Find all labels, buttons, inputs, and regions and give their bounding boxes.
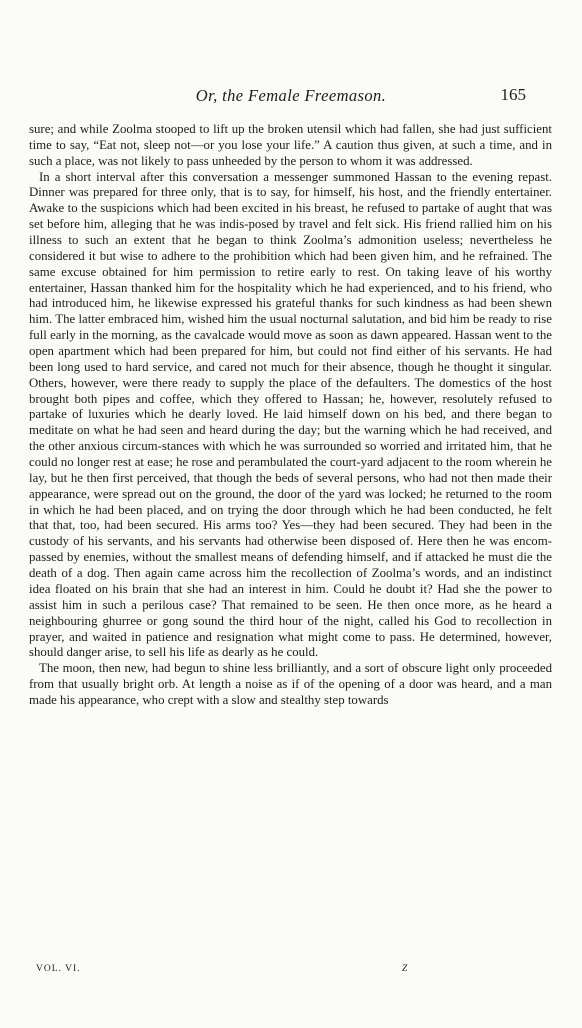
body-text (29, 122, 552, 709)
page-number: 165 (500, 85, 526, 104)
paragraph: sure; and while Zoolma stooped to lift up the broken utensil which had fallen, she had just sufficient time to say, “Eat not, sleep not—or you lose your life.” A caution thus given, at such a time, and in such a place, was not likely to pass unheeded by the person to whom it was addressed. (29, 122, 552, 168)
running-title: Or, the Female Freemason. (195, 86, 387, 105)
paragraph: In a short interval after this conversation a messenger summoned Hassan to the evening repast. Dinner was prepared for three only, that is to say, for himself, his host, and the friendly entertainer. Awake to the suspicions which had been excited in his breast, he refused to partake of aught that was set before him, alleging that he was indis-posed by travel and felt sick. His friend rallied him on his illness to such an extent that he began to think Zoolma’s admonition useless; nevertheless he considered it but wise to adhere to the prohibition which had been given him, and he refrained. The same excuse obtained for him permission to retire early to rest. On taking leave of his worthy entertainer, Hassan thanked him for the hospitality which he had experienced, and to his friend, who had introduced him, he likewise expressed his grateful thanks for such kindness as had been shewn him. The latter embraced him, wished him the usual nocturnal salutation, and bid him be ready to rise full early in the morning, as the cavalcade would move as soon as dawn appeared. Hassan went to the open apartment which had been prepared for him, but could not find either of his servants. He had been long used to hard service, and cared not much for their absence, though he thought it singular. Others, however, were there ready to supply the place of the defaulters. The domestics of the host brought both pipes and coffee, which they offered to Hassan; he, however, resolutely refused to partake of luxuries which he dearly loved. He laid himself down on his bed, and there began to meditate on what he had seen and heard during the day; but the warning which he had received, and the other anxious circum-stances with which he was surrounded so worried and irritated him, that he could no longer rest at ease; he rose and perambulated the court-yard adjacent to the room wherein he lay, but he then first perceived, that though the beds of several persons, who had not then made their appearance, were spread out on the ground, the door of the yard was locked; he returned to the room in which he had been placed, and on trying the door through which he had been conducted, he felt that that, too, had been secured. His arms too? Yes—they had been secured. They had been in the custody of his servants, and his servants had otherwise been disposed of. Here then he was encom-passed by enemies, without the smallest means of defending himself, and if attacked he must die the death of a dog. Then again came across him the recollection of Zoolma’s words, and an indistinct idea floated on his brain that she had an interest in him. Could he doubt it? Had she the power to assist him in such a perilous case? That remained to be seen. He then once more, as he heard a neighbouring ghurree or gong sound the third hour of the night, called his God to recollection in prayer, and waited in patience and resignation what might come to pass. He determined, however, should danger arise, to sell his life as dearly as he could. (29, 169, 552, 660)
page-header (0, 86, 582, 110)
paragraph: The moon, then new, had begun to shine less brilliantly, and a sort of obscure light only proceeded from that usually bright orb. At length a noise as if of the opening of a door was heard, and a man made his appearance, who crept with a slow and stealthy step towards (29, 661, 552, 707)
volume-signature: VOL. VI. (36, 964, 81, 974)
page-footer (0, 964, 582, 978)
signature-mark: Z (402, 964, 409, 974)
